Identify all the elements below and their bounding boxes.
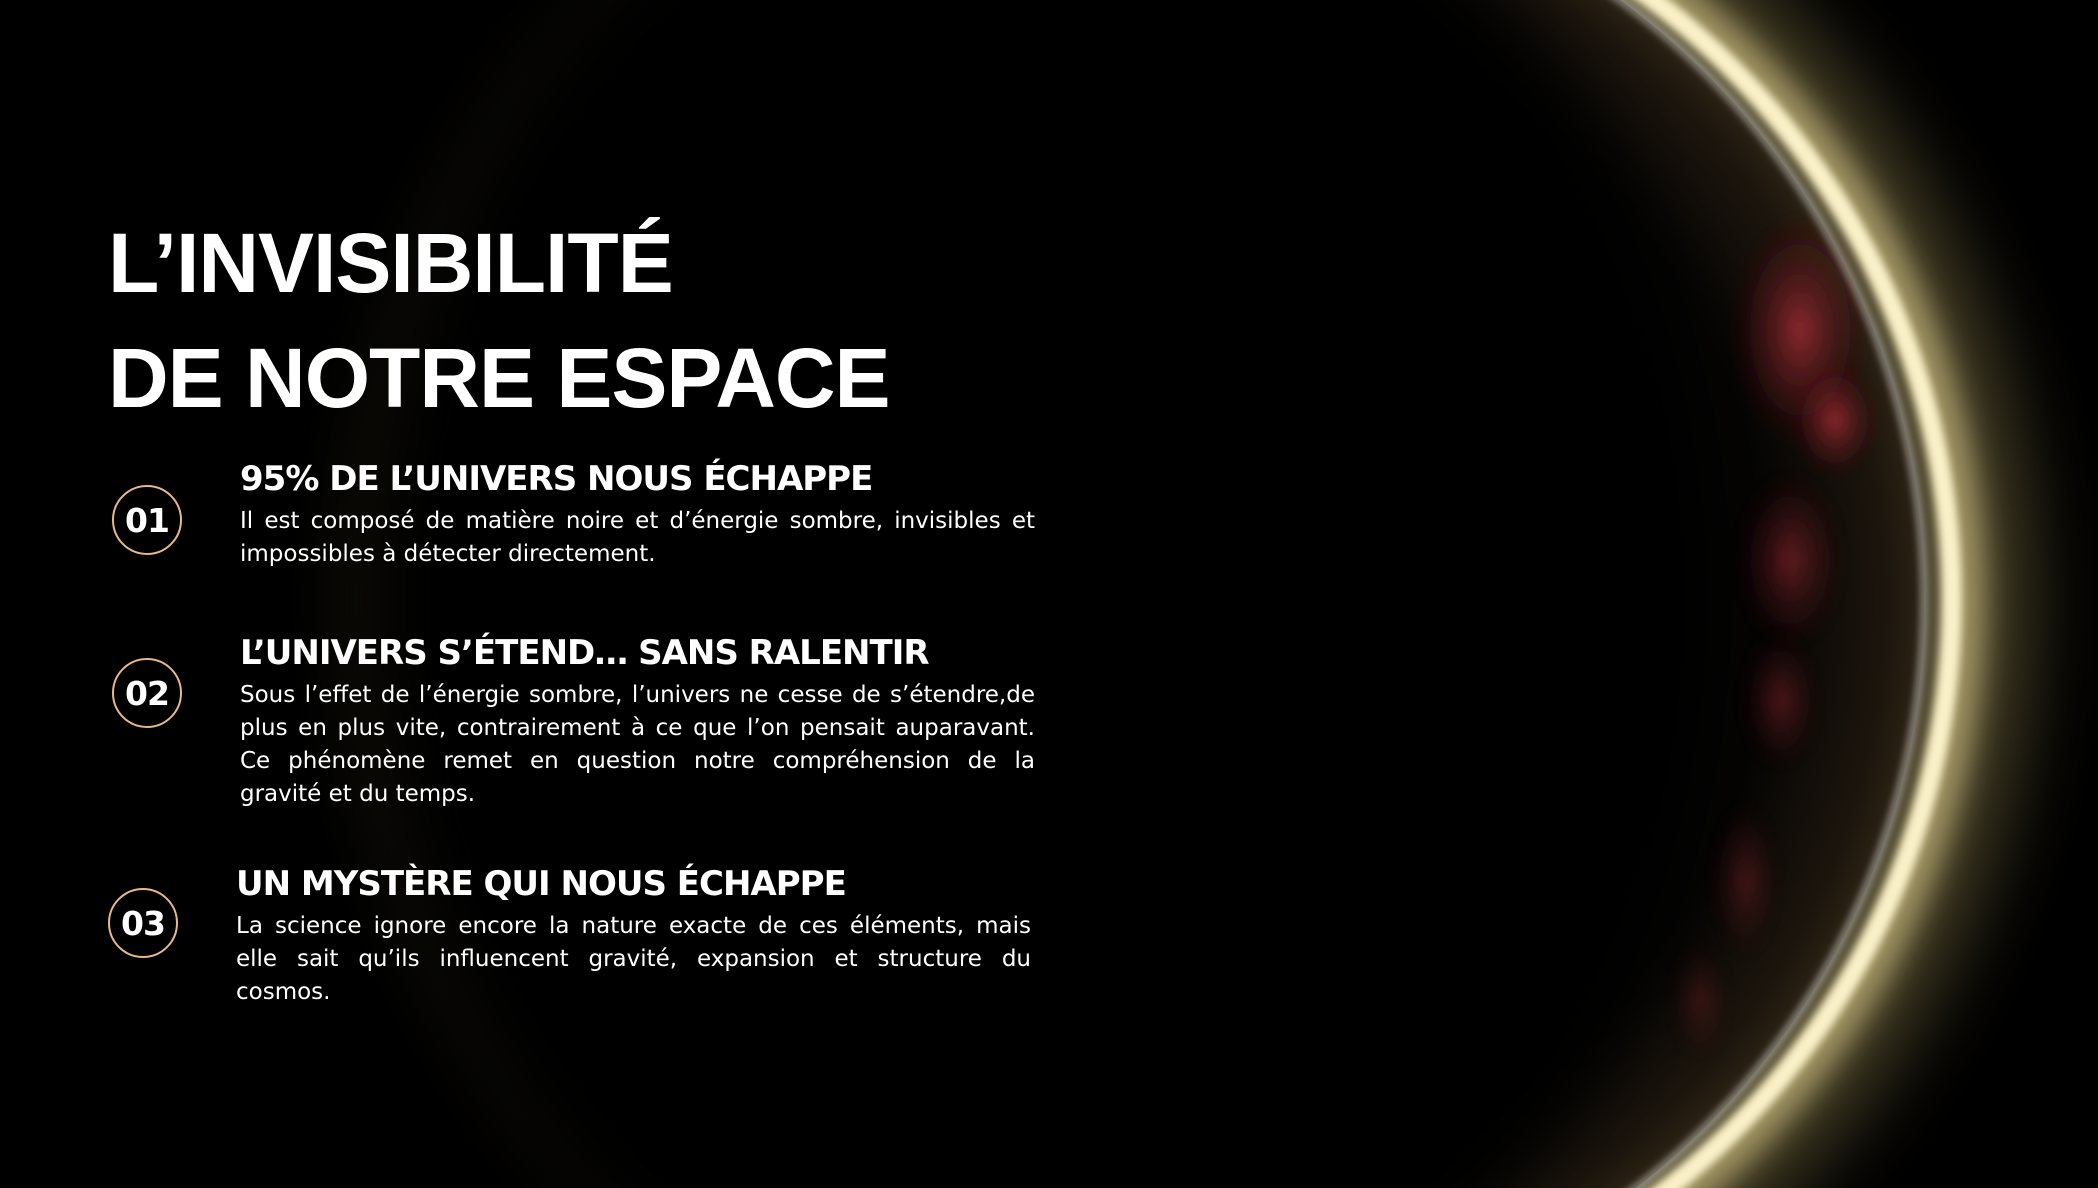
item-heading: UN MYSTÈRE QUI NOUS ÉCHAPPE (236, 864, 846, 904)
number-badge: 01 (112, 485, 182, 555)
number-badge: 02 (112, 658, 182, 728)
item-heading: 95% DE L’UNIVERS NOUS ÉCHAPPE (240, 459, 873, 499)
item-text: La science ignore encore la nature exacte de ces éléments, mais elle sait qu’ils influencent gravité, expansion et structure du cosmos. (236, 913, 1031, 1005)
page-title (108, 206, 890, 436)
title-line-2: DE NOTRE ESPACE (108, 331, 890, 425)
item-heading: L’UNIVERS S’ÉTEND… SANS RALENTIR (240, 633, 929, 673)
item-content (240, 631, 1035, 811)
number-badge: 03 (108, 888, 178, 958)
item-text: Il est composé de matière noire et d’énergie sombre, invisibles et impossibles à détecter directement. (240, 508, 1035, 567)
item-content (240, 457, 1035, 571)
item-text: Sous l’effet de l’énergie sombre, l’univers ne cesse de s’étendre,de plus en plus vite, contrairement à ce que l’on pensait auparavant. Ce phénomène remet en question notre compréhension de la gravité et du temps. (240, 682, 1035, 807)
title-line-1: L’INVISIBILITÉ (108, 216, 673, 310)
item-content (236, 862, 1031, 1009)
